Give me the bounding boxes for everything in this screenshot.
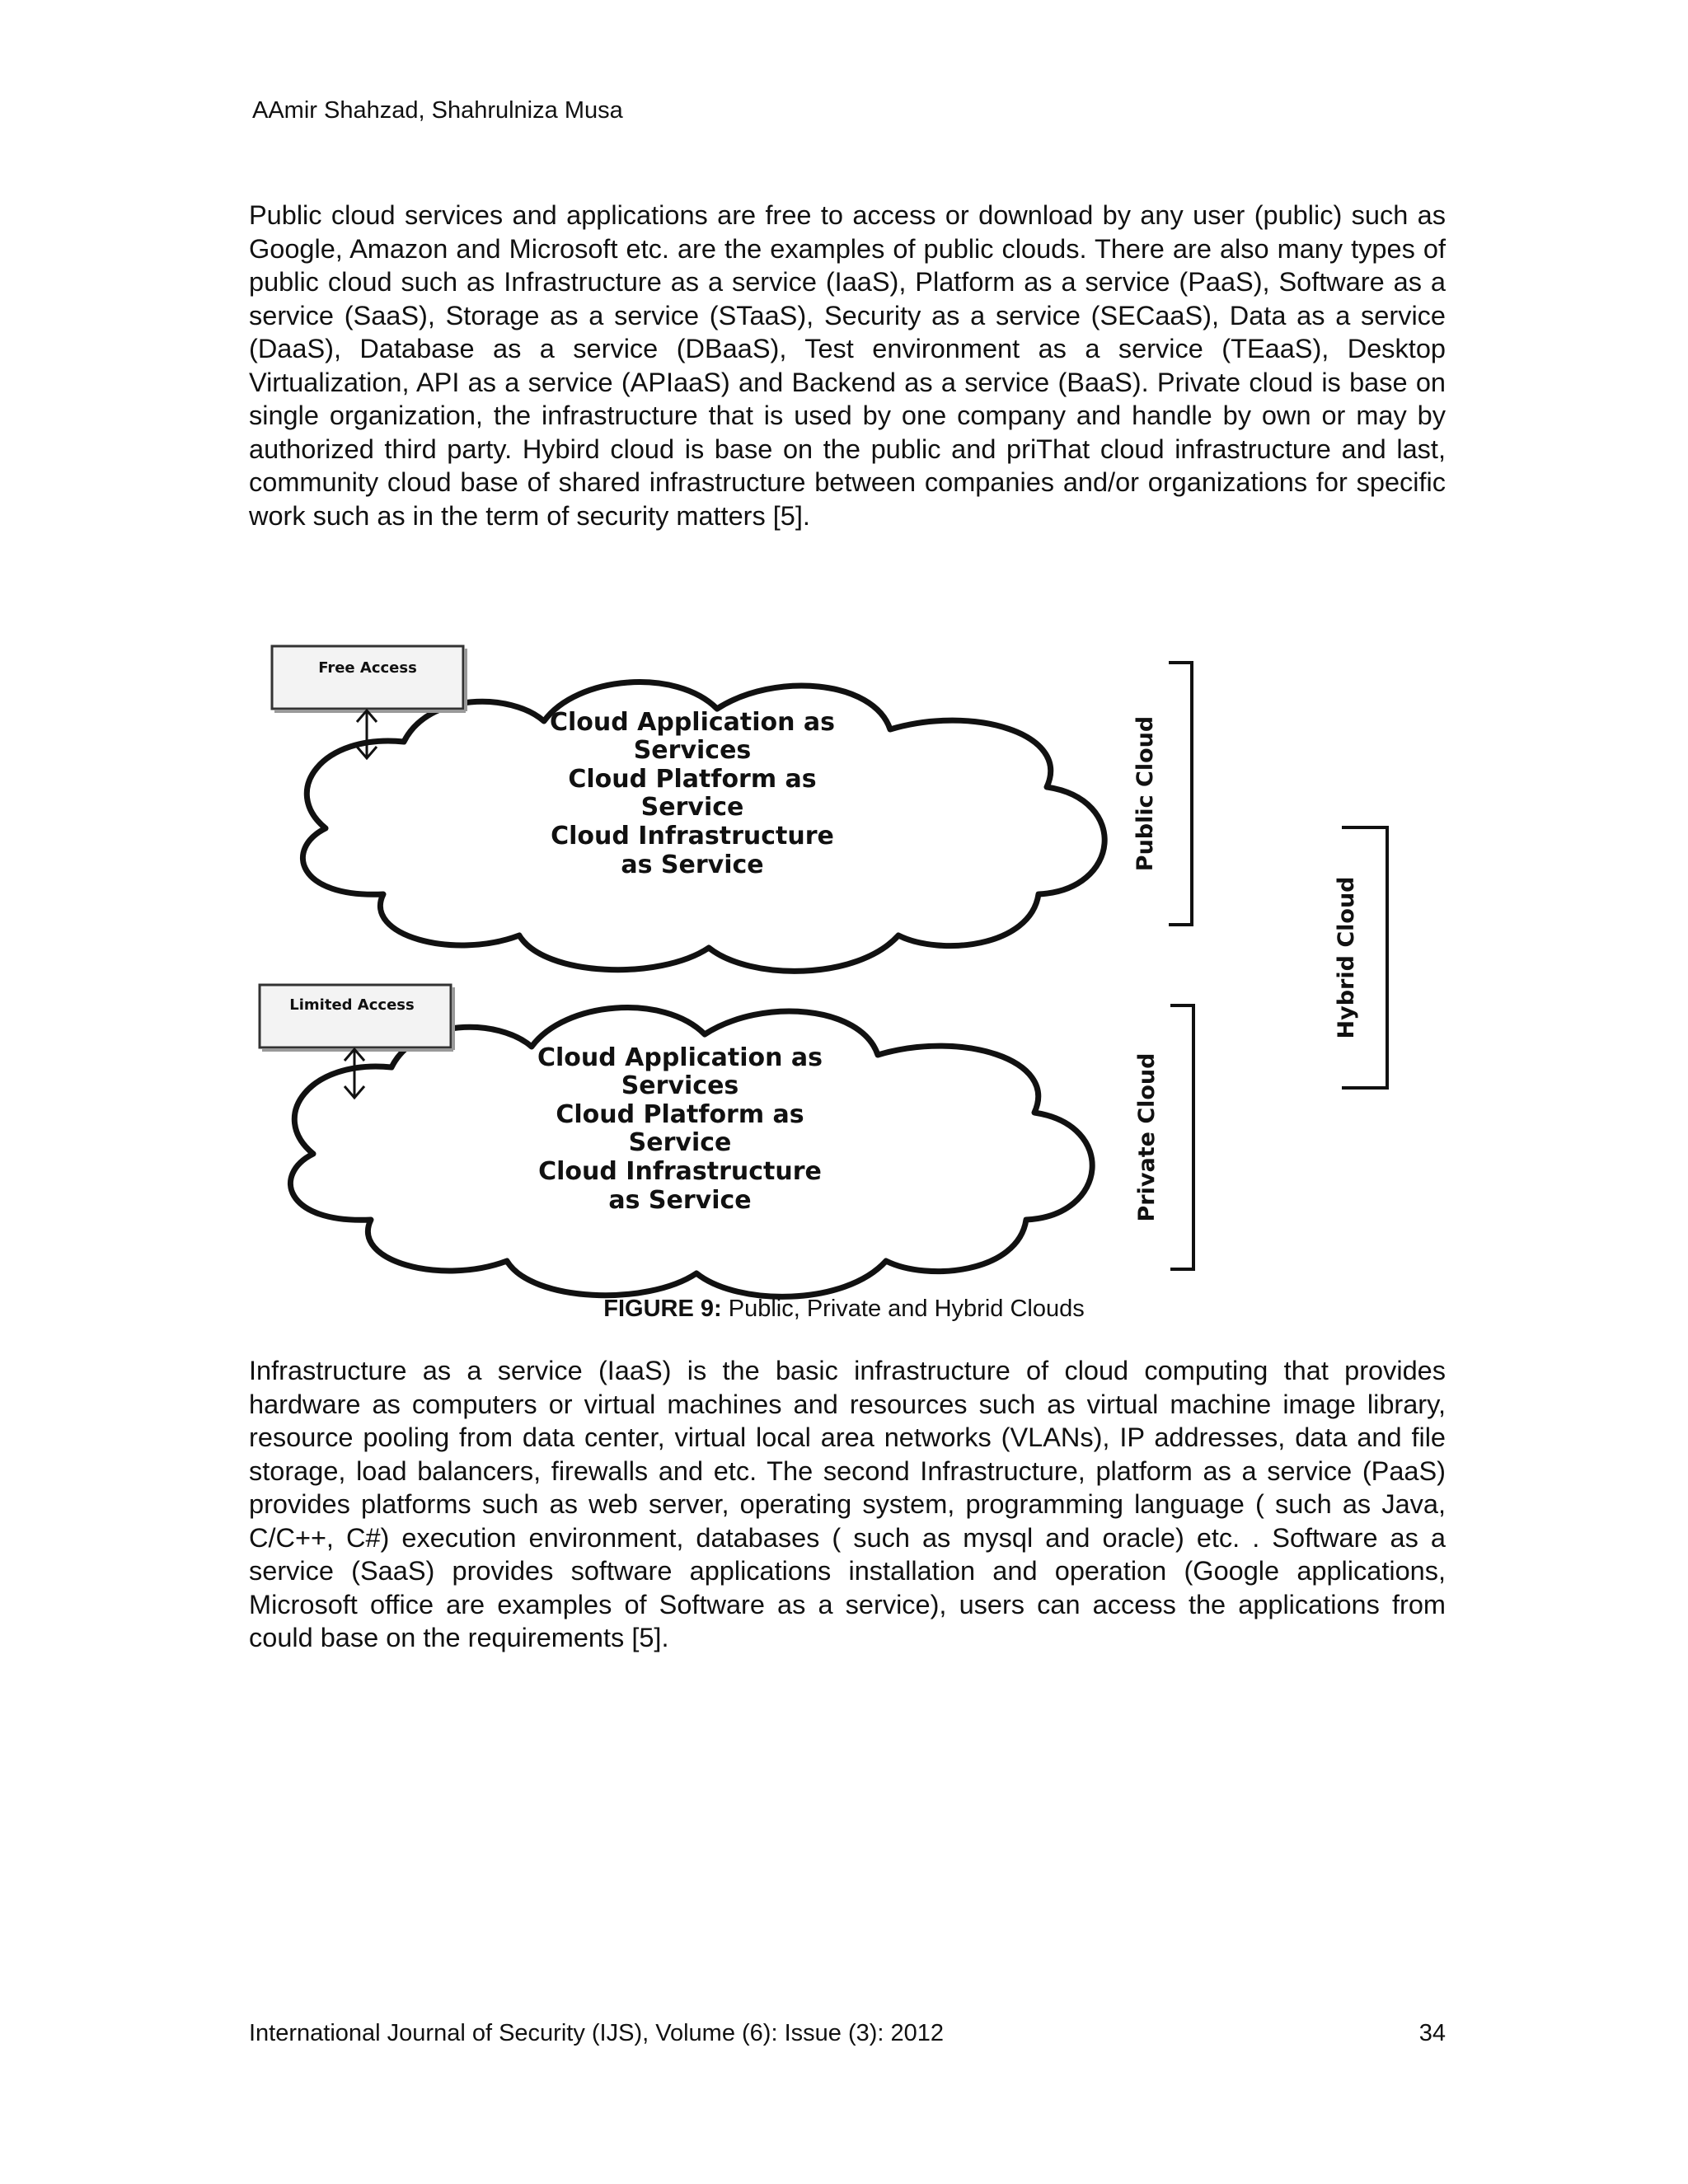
private-cloud-line-5: Cloud Infrastructure xyxy=(538,1157,822,1186)
limited-access-box xyxy=(260,985,453,1050)
free-access-box xyxy=(272,646,466,711)
hybrid-cloud-bracket xyxy=(1334,827,1387,1088)
hybrid-cloud-label: Hybrid Cloud xyxy=(1334,876,1359,1039)
figure-9 xyxy=(247,643,1418,1269)
public-cloud-line-6: as Service xyxy=(621,851,764,879)
public-cloud-line-4: Service xyxy=(640,793,744,822)
public-cloud-line-5: Cloud Infrastructure xyxy=(551,822,834,851)
private-cloud-bracket xyxy=(1134,1005,1193,1269)
cloud-diagram xyxy=(247,643,1418,1269)
public-cloud-line-3: Cloud Platform as xyxy=(568,765,817,794)
public-cloud-line-2: Services xyxy=(633,736,752,765)
footer-journal: International Journal of Security (IJS), Volume (6): Issue (3): 2012 xyxy=(249,2020,945,2046)
free-access-arrow-icon xyxy=(357,710,377,758)
limited-access-label: Limited Access xyxy=(289,996,415,1014)
private-cloud-label: Private Cloud xyxy=(1134,1052,1160,1222)
free-access-label: Free Access xyxy=(318,659,417,677)
caption-text: Public, Private and Hybrid Clouds xyxy=(721,1296,1085,1322)
paragraph-1: Public cloud services and applications are free to access or download by any user (public) such as Google, Amazon and Microsoft etc. are the examples of public clouds. There are also many types of public cloud such as Infrastructure as a service (IaaS), Platform as a service (PaaS), Software as a service (SaaS), Storage as a service (STaaS), Security as a service (SECaaS), Data as a service (DaaS), Database as a service (DBaaS), Test environment as a service (TEaaS), Desktop Virtualization, API as a service (APIaaS) and Backend as a service (BaaS). Private cloud is base on single organization, the infrastructure that is used by one company and handle by own or may by authorized third party. Hybird cloud is base on the public and priThat cloud infrastructure and last, community cloud base of shared infrastructure between companies and/or organizations for specific work such as in the term of security matters [5]. xyxy=(249,200,1446,531)
figure-caption xyxy=(0,1296,1688,1323)
paragraph-2: Infrastructure as a service (IaaS) is the basic infrastructure of cloud computing that provides hardware as computers or virtual machines and resources such as virtual machine image library, resource pooling from data center, virtual local area networks (VLANs), IP addresses, data and file storage, load balancers, firewalls and etc. The second Infrastructure, platform as a service (PaaS) provides platforms such as web server, operating system, programming language ( such as Java, C/C++, C#) execution environment, databases ( such as mysql and oracle) etc. . Software as a service (SaaS) provides software applications installation and operation (Google applications, Microsoft office are examples of Software as a service), users can access the applications from could base on the requirements [5]. xyxy=(249,1356,1446,1652)
private-cloud-line-2: Services xyxy=(621,1071,739,1100)
private-cloud-line-4: Service xyxy=(628,1128,732,1157)
public-cloud-label: Public Cloud xyxy=(1132,715,1158,872)
running-header: AAmir Shahzad, Shahrulniza Musa xyxy=(252,97,623,124)
public-cloud-line-1: Cloud Application as xyxy=(549,708,836,737)
public-cloud-bracket xyxy=(1132,663,1192,925)
private-cloud-line-1: Cloud Application as xyxy=(537,1043,823,1072)
private-cloud-line-3: Cloud Platform as xyxy=(556,1100,804,1129)
caption-label: FIGURE 9: xyxy=(603,1296,722,1322)
page-number: 34 xyxy=(1418,2020,1446,2046)
private-cloud-line-6: as Service xyxy=(608,1186,752,1215)
